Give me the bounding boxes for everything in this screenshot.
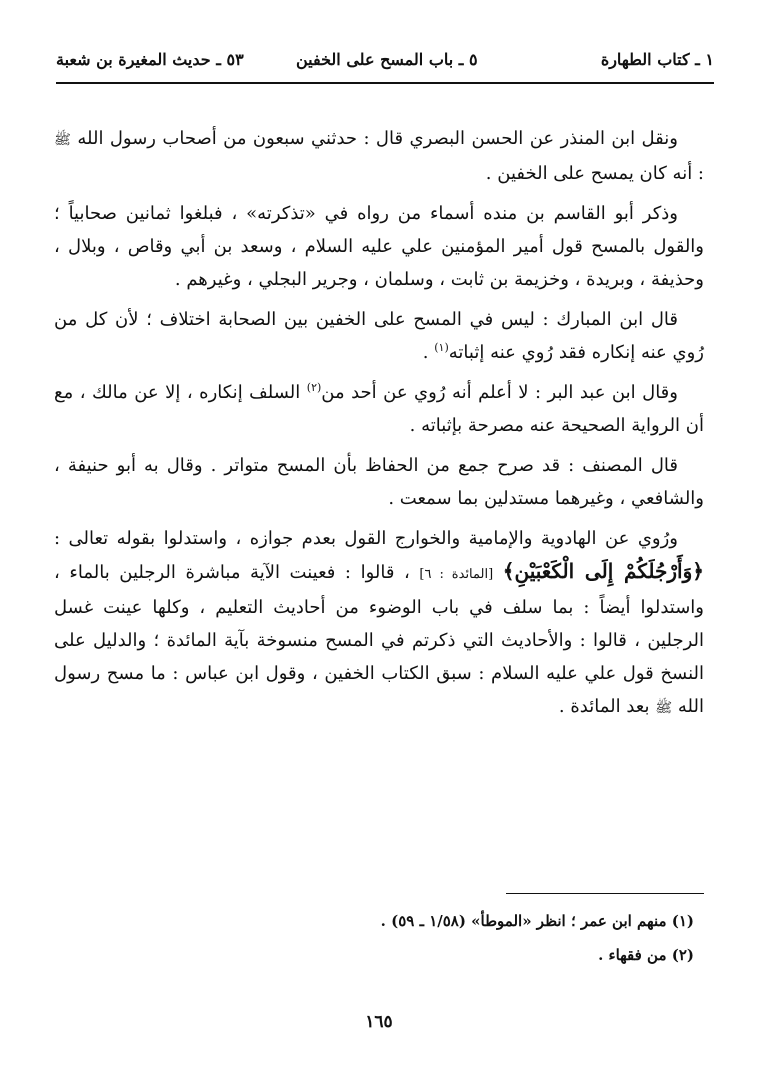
footnote-2: (٢) من فقهاء .: [598, 946, 694, 964]
text-run: وذكر أبو القاسم بن منده أسماء من رواه في «تذكرته» ، فبلغوا ثمانين صحابياً ؛ والقول بالمسح قول أمير المؤمنين علي عليه السلام ، وسعد بن أبي وقاص ، وبلال ، وحذيفة ، وبريدة ، وخزيمة بن ثابت ، وسلمان ، وجرير البجلي ، وغيرهم .: [54, 203, 704, 290]
paragraph-1: [54, 122, 704, 190]
paragraph-4: [54, 376, 704, 442]
footnote-marker[interactable]: (٢): [306, 381, 322, 394]
footnote-divider: [506, 893, 704, 894]
text-run: قال المصنف : قد صرح جمع من الحفاظ بأن المسح متواتر . وقال به أبو حنيفة ، والشافعي ، وغيرهما مستدلين بما سمعت .: [54, 455, 704, 509]
paragraph-2: [54, 197, 704, 296]
salutation-glyph: ﷺ: [54, 132, 71, 148]
paragraph-6: [54, 522, 704, 725]
text-run: ، قالوا : فعينت الآية مباشرة الرجلين بالماء ، واستدلوا أيضاً : بما سلف في باب الوضوء من أحاديث التعليم ، وكلها عينت غسل الرجلين ، قالوا : والأحاديث التي ذكرتم في المسح منسوخة بآية المائدة ؛ والدليل على النسخ قول علي عليه السلام : سبق الكتاب الخفين ، وقول ابن عباس : ما مسح رسول الله: [54, 562, 704, 717]
header-book-title: ١ ـ كتاب الطهارة: [600, 50, 714, 69]
footnotes: [54, 904, 694, 972]
text-run: السلف إنكاره ، إلا عن مالك ، مع أن الرواية الصحيحة عنه مصرحة بإثباته .: [54, 382, 704, 436]
text-run: ونقل ابن المنذر عن الحسن البصري قال : حدثني سبعون من أصحاب رسول الله: [77, 128, 678, 149]
text-run: قال ابن المبارك : ليس في المسح على الخفين بين الصحابة اختلاف ؛ لأن كل من رُوي عنه إنكاره فقد رُوي عنه إثباته: [54, 309, 704, 363]
text-run: .: [422, 342, 429, 363]
salutation-glyph: ﷺ: [655, 700, 673, 716]
text-run: بعد المائدة .: [558, 696, 650, 717]
main-text: [54, 122, 704, 732]
footnote-1: (١) منهم ابن عمر ؛ انظر «الموطأ» (١/٥٨ ـ ٥٩) .: [380, 912, 694, 930]
quran-verse: ﴿وَأَرْجُلَكُمْ إِلَى الْكَعْبَيْنِ﴾: [502, 559, 704, 583]
page-number: ١٦٥: [365, 1012, 393, 1032]
text-run: وقال ابن عبد البر : لا أعلم أنه رُوي عن أحد من: [321, 382, 678, 403]
header-chapter-title: ٥ ـ باب المسح على الخفين: [296, 50, 478, 69]
text-run: ورُوي عن الهادوية والإمامية والخوارج القول بعدم جوازه ، واستدلوا بقوله تعالى :: [54, 528, 678, 549]
paragraph-5: [54, 449, 704, 515]
running-header: [56, 42, 714, 84]
verse-reference: [المائدة : ٦]: [419, 567, 494, 582]
text-run: : أنه كان يمسح على الخفين .: [485, 163, 704, 184]
footnote-marker[interactable]: (١): [434, 341, 449, 354]
paragraph-3: [54, 303, 704, 369]
header-hadith-title: ٥٣ ـ حديث المغيرة بن شعبة: [56, 50, 244, 69]
